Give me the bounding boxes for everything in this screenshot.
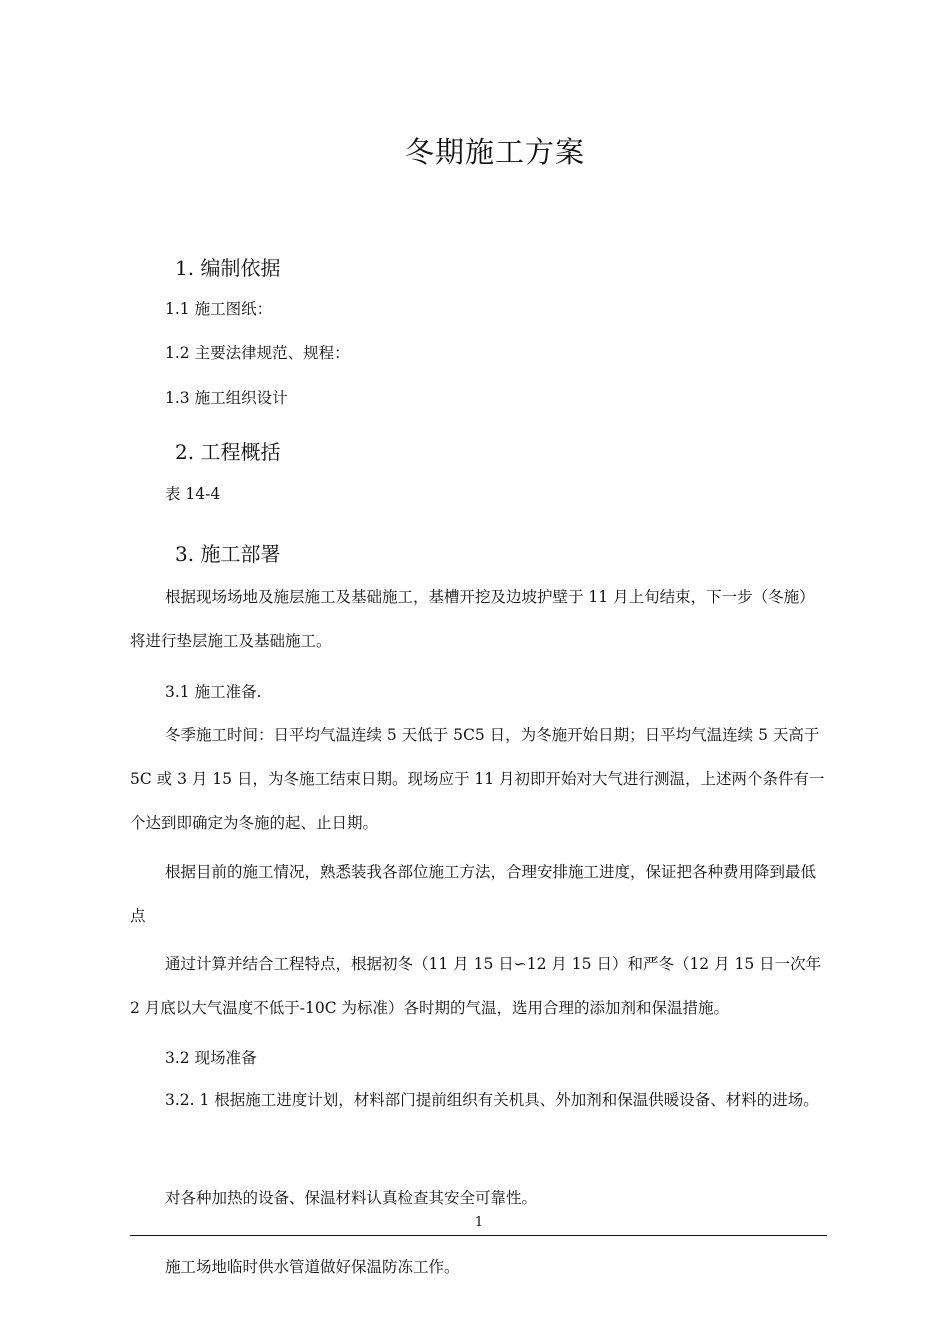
section-1-item-1: 1.1 施工图纸： — [165, 300, 273, 318]
subsection-3-2: 3.2 现场准备 — [165, 1049, 257, 1067]
section-2-heading: 2. 工程概括 — [175, 440, 281, 464]
next-page-line: 施工场地临时供水管道做好保温防冻工作。 — [165, 1258, 460, 1276]
section-1-heading: 1. 编制依据 — [175, 256, 281, 280]
document-title: 冬期施工方案 — [404, 135, 585, 169]
paragraph-deployment: 根据现场场地及施层施工及基础施工，基槽开挖及边坡护壁于 11 月上旬结束，下一步（冬施）将进行垫层施工及基础施工。 — [130, 588, 815, 650]
subsection-3-1: 3.1 施工准备. — [165, 683, 262, 701]
page-number: 1 — [474, 1215, 484, 1230]
paragraph-current-status: 根据目前的施工情况，熟悉装我各部位施工方法，合理安排施工进度，保证把各种费用降到最低点 — [130, 863, 817, 925]
page-divider — [130, 1235, 827, 1236]
section-3-heading: 3. 施工部署 — [175, 542, 281, 566]
section-1-item-2: 1.2 主要法律规范、规程： — [165, 344, 350, 362]
paragraph-winter-period: 冬季施工时间：日平均气温连续 5 天低于 5C5 日，为冬施开始日期；日平均气温连续 5 天高于 5C 或 3 月 15 日，为冬施工结束日期。现场应于 11 月初即开始对大气进行测温，上述两个条件有一个达到即确定为冬施的起、止日期。 — [130, 726, 825, 832]
paragraph-materials-entry: 3.2. 1 根据施工进度计划，材料部门提前组织有关机具、外加剂和保温供暖设备、材料的进场。 — [165, 1091, 819, 1109]
paragraph-equipment-check: 对各种加热的设备、保温材料认真检查其安全可靠性。 — [165, 1189, 538, 1207]
table-reference: 表 14-4 — [165, 485, 221, 503]
section-1-item-3: 1.3 施工组织设计 — [165, 389, 288, 407]
paragraph-temperature-measures: 通过计算并结合工程特点，根据初冬（11 月 15 日∽12 月 15 日）和严冬（12 月 15 日一次年 2 月底以大气温度不低于-10C 为标准）各时期的气温，选用合理的添加剂和保温措施。 — [130, 955, 822, 1017]
